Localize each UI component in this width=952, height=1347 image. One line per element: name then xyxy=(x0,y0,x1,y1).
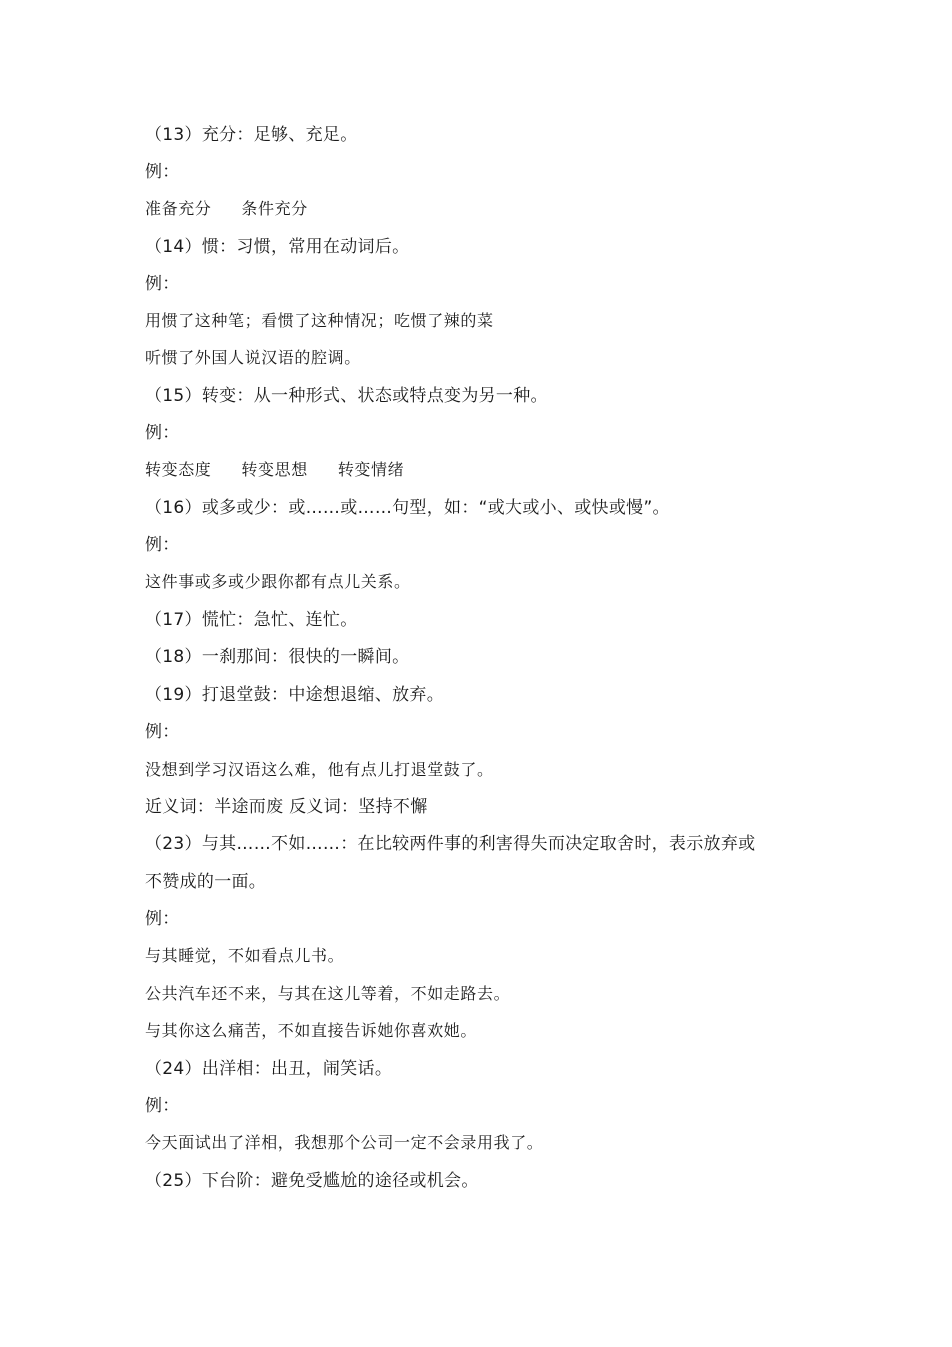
example-sentence xyxy=(145,197,308,221)
entry-heading-14: （14）惯：习惯，常用在动词后。 xyxy=(145,237,410,257)
example-phrase: 条件充分 xyxy=(241,199,308,218)
example-label: 例： xyxy=(145,722,180,742)
entry-heading-13: （13）充分：足够、充足。 xyxy=(145,125,358,145)
entry-heading-23: （23）与其……不如……：在比较两件事的利害得失而决定取舍时，表示放弃或 xyxy=(145,834,756,854)
example-sentence xyxy=(145,458,404,482)
example-label: 例： xyxy=(145,162,180,182)
entry-heading-15: （15）转变：从一种形式、状态或特点变为另一种。 xyxy=(145,386,548,406)
example-sentence: 今天面试出了洋相，我想那个公司一定不会录用我了。 xyxy=(145,1133,544,1152)
entry-heading-23-continued: 不赞成的一面。 xyxy=(145,872,267,892)
example-sentence: 公共汽车还不来，与其在这儿等着，不如走路去。 xyxy=(145,984,511,1003)
entry-heading-25: （25）下台阶：避免受尴尬的途径或机会。 xyxy=(145,1171,479,1191)
example-label: 例： xyxy=(145,535,180,555)
example-label: 例： xyxy=(145,909,180,929)
example-sentence: 这件事或多或少跟你都有点儿关系。 xyxy=(145,572,411,591)
entry-heading-16: （16）或多或少：或……或……句型，如：“或大或小、或快或慢”。 xyxy=(145,498,670,518)
example-phrase: 准备充分 xyxy=(145,199,212,218)
example-sentence: 与其你这么痛苦，不如直接告诉她你喜欢她。 xyxy=(145,1021,478,1040)
example-label: 例： xyxy=(145,423,180,443)
example-label: 例： xyxy=(145,1096,180,1116)
entry-heading-19: （19）打退堂鼓：中途想退缩、放弃。 xyxy=(145,685,445,705)
example-sentence: 与其睡觉，不如看点儿书。 xyxy=(145,946,345,965)
example-phrase: 转变态度 xyxy=(145,460,212,479)
example-sentence: 听惯了外国人说汉语的腔调。 xyxy=(145,348,361,367)
example-phrase: 转变思想 xyxy=(241,460,308,479)
entry-heading-17: （17）慌忙：急忙、连忙。 xyxy=(145,610,358,630)
entry-heading-24: （24）出洋相：出丑，闹笑话。 xyxy=(145,1059,393,1079)
entry-heading-18: （18）一刹那间：很快的一瞬间。 xyxy=(145,647,410,667)
example-sentence: 没想到学习汉语这么难，他有点儿打退堂鼓了。 xyxy=(145,760,494,779)
example-phrase: 转变情绪 xyxy=(337,460,405,479)
synonym-antonym-line: 近义词：半途而废 反义词：坚持不懈 xyxy=(145,797,428,817)
example-label: 例： xyxy=(145,274,180,294)
example-sentence: 用惯了这种笔；看惯了这种情况；吃惯了辣的菜 xyxy=(145,311,494,330)
